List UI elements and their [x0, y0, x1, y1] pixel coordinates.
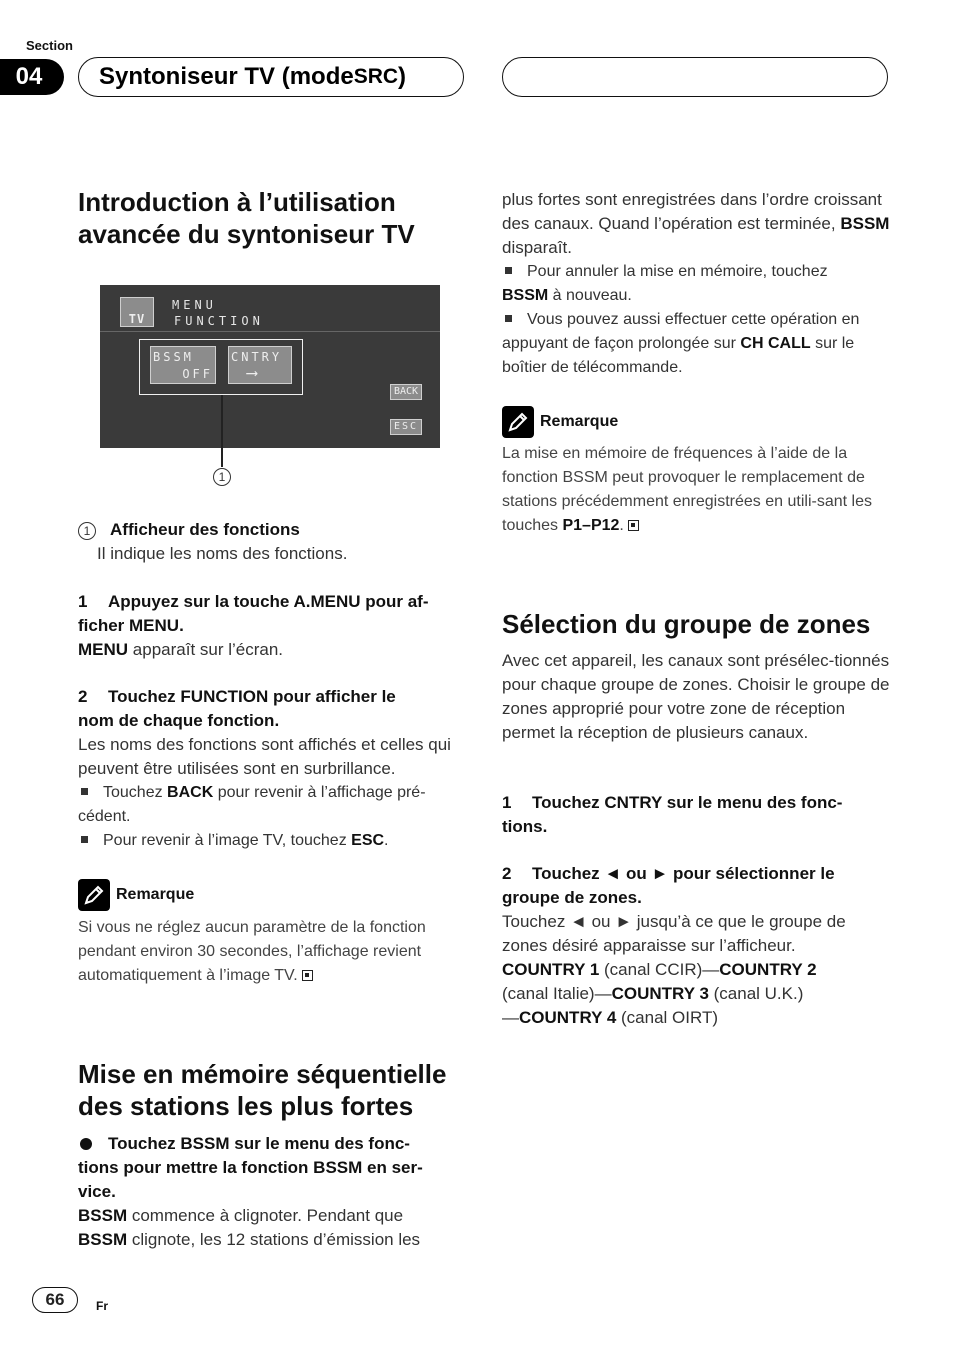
- step-desc: Les noms des fonctions sont affichés et celles qui peuvent être utilisées sont en surbrillance.: [78, 735, 451, 778]
- country-note: (canal Italie)—: [502, 984, 612, 1003]
- callout-number: 1: [213, 468, 231, 486]
- page-number: 66: [32, 1287, 78, 1313]
- pencil-note-icon: [502, 406, 534, 438]
- language-code: Fr: [96, 1299, 108, 1313]
- end-mark-icon: [302, 970, 313, 981]
- pencil-note-icon: [78, 879, 110, 911]
- menu-bold: MENU: [78, 640, 129, 659]
- bullet-bold: CH CALL: [740, 335, 811, 352]
- bullet-bold: BSSM: [502, 287, 549, 304]
- cntry-button[interactable]: [228, 346, 292, 384]
- legend-number: 1: [78, 522, 96, 540]
- bullet-bold: ESC: [351, 832, 385, 849]
- step-text-cont: tions pour mettre la fonction BSSM en ser-: [78, 1158, 423, 1177]
- bssm-button[interactable]: [150, 346, 216, 384]
- bullet-square: [81, 788, 88, 795]
- bullet-square: [505, 267, 512, 274]
- bullet-text: Vous pouvez aussi effectuer cette opération en appuyant de façon prolongée sur: [502, 311, 860, 352]
- remarque-bold: P1–P12: [562, 517, 620, 534]
- screen-function-label: FUNCTION: [174, 314, 264, 328]
- end-mark-icon: [628, 520, 639, 531]
- intro-step-1: [78, 590, 466, 662]
- tv-label: TV: [128, 312, 146, 326]
- zones-step-2: [502, 862, 892, 1030]
- bullet-back: [78, 781, 466, 805]
- remarque-text: .: [619, 517, 624, 534]
- country-note: (canal U.K.): [708, 984, 804, 1003]
- bullet-dot-icon: [80, 1138, 92, 1150]
- step-desc: Touchez ◄ ou ► jusqu’à ce que le groupe de zones désiré apparaisse sur l’afficheur.: [502, 912, 846, 955]
- bullet-text: Pour annuler la mise en mémoire, touchez: [527, 263, 828, 280]
- zones-step-1: [502, 791, 892, 839]
- legend-desc: Il indique les noms des fonctions.: [97, 544, 348, 563]
- step-text: Touchez ◄ ou ► pour sélectionner le: [532, 864, 835, 883]
- section-title: [78, 57, 464, 97]
- bullet-bold: BACK: [167, 784, 214, 801]
- country-note: (canal OIRT): [616, 1008, 719, 1027]
- remarque-label: Remarque: [116, 886, 195, 903]
- bssm-bold: BSSM: [78, 1230, 128, 1249]
- bullet-text: à nouveau.: [548, 287, 632, 304]
- intro-step-2: [78, 685, 466, 853]
- step-number: 1: [78, 592, 88, 611]
- section-label: Section: [26, 38, 73, 53]
- remarque-text: Si vous ne réglez aucun paramètre de la fonction pendant environ 30 secondes, l’affichage revient automatiquement à l’image TV.: [78, 919, 426, 984]
- intro-remarque: [78, 879, 466, 988]
- bssm-label: BSSM: [153, 350, 194, 364]
- section-title-close: ): [398, 63, 407, 90]
- screen-menu-label: MENU: [172, 298, 217, 312]
- step-text: Touchez FUNCTION pour afficher le: [108, 687, 396, 706]
- section-number: 04: [0, 59, 64, 95]
- bullet-square: [81, 836, 88, 843]
- step-text: Appuyez sur la touche A.MENU pour af-: [108, 592, 429, 611]
- bssm-bullet-step: [78, 1132, 466, 1252]
- bullet-text: Pour revenir à l’image TV, touchez: [103, 832, 352, 849]
- legend: [78, 518, 466, 566]
- section-title-main: Syntoniseur TV (mode: [99, 63, 354, 90]
- country-1: COUNTRY 1: [502, 960, 600, 979]
- step-text-cont: groupe de zones.: [502, 888, 642, 907]
- country-note: (canal CCIR)—: [599, 960, 720, 979]
- country-3: COUNTRY 3: [611, 984, 709, 1003]
- section-title-src: SRC: [353, 65, 399, 88]
- bssm-heading: Mise en mémoire séquentielle des stations les plus fortes: [78, 1059, 447, 1121]
- remarque-text: La mise en mémoire de fréquences à l’aide de la fonction BSSM peut provoquer le remplacement de stations précédemment enregistrées en utili-sant les touches: [502, 445, 872, 534]
- function-menu-screen: [100, 285, 440, 448]
- remarque-label: Remarque: [540, 413, 619, 430]
- bssm-bold: BSSM: [840, 214, 890, 233]
- step-number: 2: [78, 687, 88, 706]
- zones-heading: Sélection du groupe de zones: [502, 609, 871, 639]
- bullet-esc: [78, 829, 466, 853]
- esc-button[interactable]: ESC: [390, 419, 422, 435]
- bssm-desc: commence à clignoter. Pendant que: [127, 1206, 404, 1225]
- step-text: Touchez BSSM sur le menu des fonc-: [108, 1134, 410, 1153]
- bssm-desc: clignote, les 12 stations d’émission les: [127, 1230, 421, 1249]
- bssm-continued: [502, 188, 892, 380]
- bssm-cont: disparaît.: [502, 238, 572, 257]
- bullet-text: .: [384, 832, 389, 849]
- back-button[interactable]: BACK: [390, 384, 422, 400]
- step-text-cont: ficher MENU.: [78, 616, 184, 635]
- header-pill-empty: [502, 57, 888, 97]
- bullet-square: [505, 315, 512, 322]
- right-arrow-icon: ⟶: [247, 363, 257, 382]
- bssm-cont: plus fortes sont enregistrées dans l’ordre croissant des canaux. Quand l’opération est terminée,: [502, 190, 882, 233]
- step-text: Touchez CNTRY sur le menu des fonc-: [532, 793, 843, 812]
- screen-divider: [100, 331, 440, 332]
- bssm-bold: BSSM: [78, 1206, 128, 1225]
- country-4: COUNTRY 4: [519, 1008, 617, 1027]
- step-number: 1: [502, 793, 512, 812]
- legend-title: Afficheur des fonctions: [110, 520, 300, 539]
- bullet-cont: cédent.: [78, 808, 131, 825]
- step-text-cont: nom de chaque fonction.: [78, 711, 280, 730]
- country-2: COUNTRY 2: [719, 960, 817, 979]
- step-desc: apparaît sur l’écran.: [128, 640, 284, 659]
- bullet-text: pour revenir à l’affichage pré-: [213, 784, 426, 801]
- step-text-cont: vice.: [78, 1182, 116, 1201]
- tv-source-icon: [120, 297, 154, 327]
- bullet-text: sur le boîtier de télécommande.: [502, 335, 855, 376]
- bssm-remarque: [502, 406, 892, 538]
- step-text-cont: tions.: [502, 817, 548, 836]
- step-number: 2: [502, 864, 512, 883]
- callout-line: [221, 395, 223, 467]
- dash: —: [502, 1008, 519, 1027]
- bullet-text: Touchez: [103, 784, 168, 801]
- cntry-label: CNTRY: [231, 350, 283, 364]
- zones-intro: Avec cet appareil, les canaux sont présélec-tionnés pour chaque groupe de zones. Choisir le groupe de zones approprié pour votre zone de réception permet la réception de plusieurs canaux.: [502, 651, 890, 742]
- bssm-off-label: OFF: [182, 367, 213, 381]
- intro-heading: Introduction à l’utilisation avancée du syntoniseur TV: [78, 187, 415, 249]
